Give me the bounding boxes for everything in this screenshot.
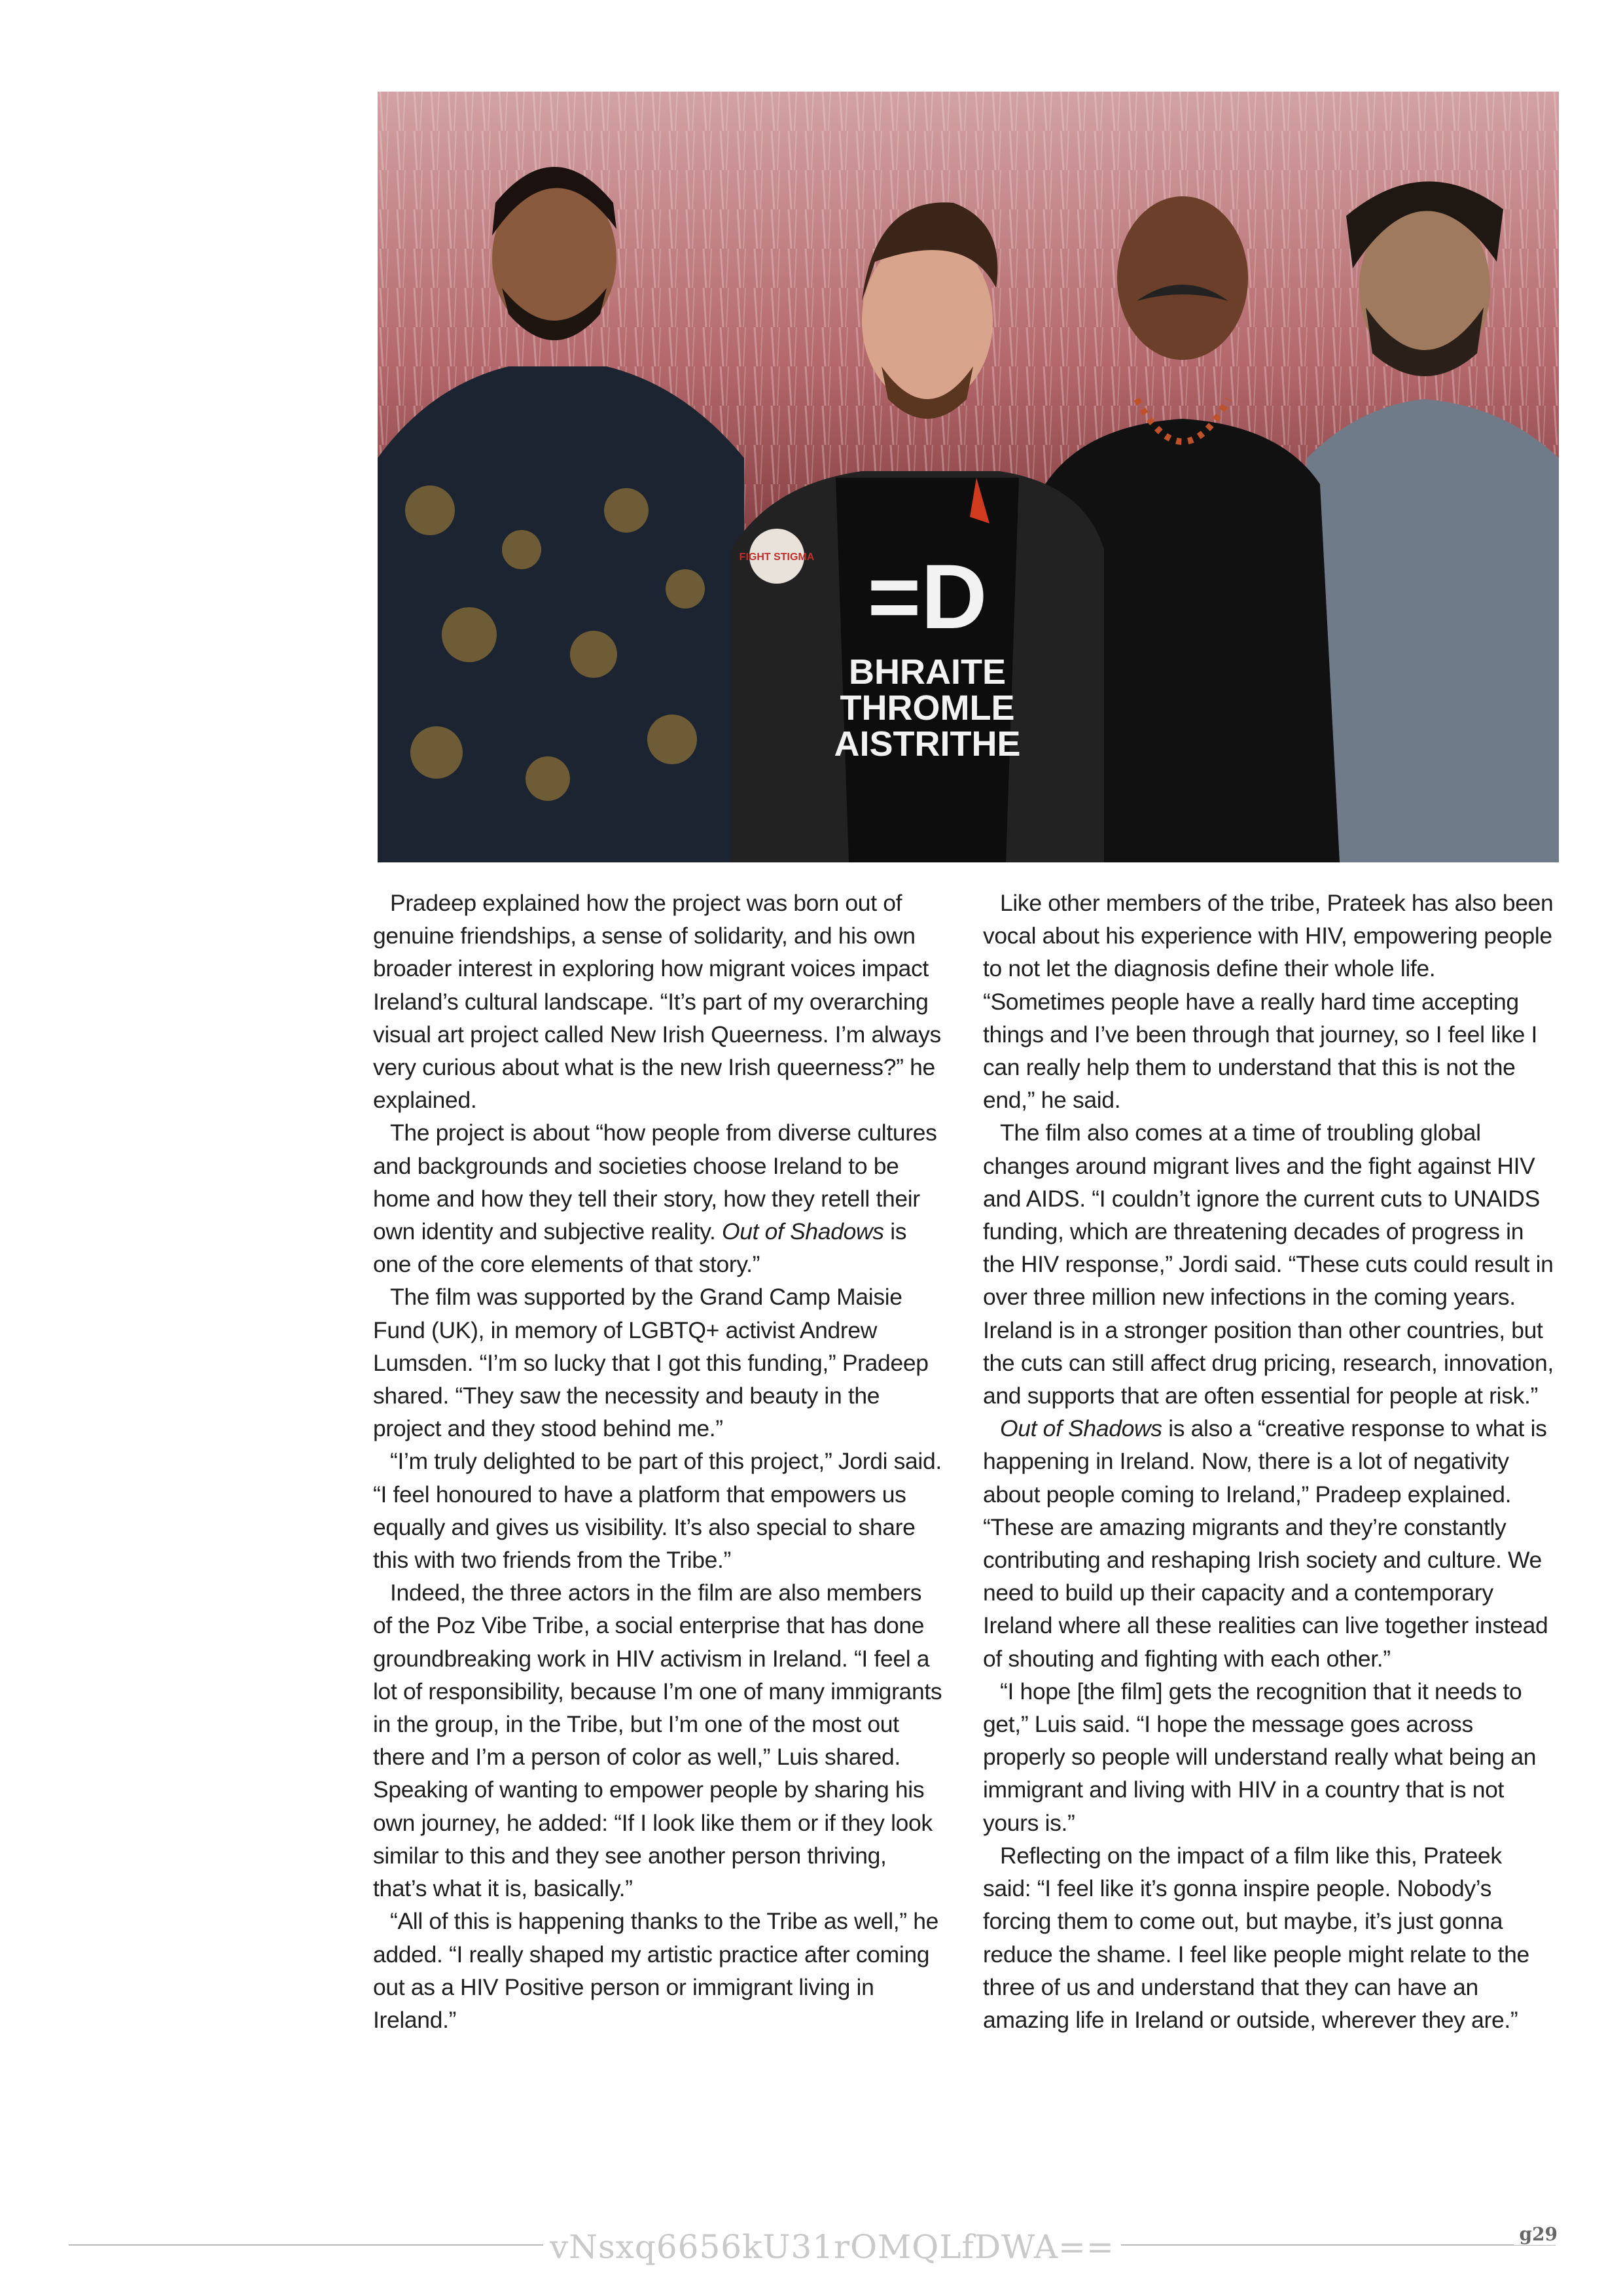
shirt-line-2: THROMLE (840, 688, 1015, 728)
paragraph: Like other members of the tribe, Prateek has also been vocal about his experience with HIV, empowering people to not let the diagnosis define their whole life. “Sometimes people have a really hard time accepting things and I’ve been through that journey, so I feel like I can really help them to understand that this is not the end,” he said. (983, 890, 1554, 1114)
article-column-left (373, 887, 946, 2036)
paragraph: Reflecting on the impact of a film like this, Prateek said: “I feel like it’s gonna inspire people. Nobody’s forcing them to come out, but maybe, it’s just gonna reduce the shame. I feel like people might relate to the three of us and understand that they can have an amazing life in Ireland or outside, wherever they are.” (983, 1842, 1529, 2033)
shirt-line-3: AISTRITHE (834, 724, 1021, 764)
article-photo (378, 92, 1559, 862)
paragraph: “I hope [the film] gets the recognition that it needs to get,” Luis said. “I hope the message goes across properly so people will understand really what being an immigrant and living with HIV in a country that is not yours is.” (983, 1678, 1537, 1836)
paragraph: The project is about “how people from diverse cultures and backgrounds and societies choose Ireland to be home and how they tell their story, how they retell their own identity and subjective reality. Out of Shadows is one of the core elements of that story.” (373, 1120, 937, 1278)
page-number: g29 (1514, 2223, 1558, 2245)
shirt-line-1: BHRAITE (849, 652, 1006, 692)
shirt-logo: =D (867, 545, 988, 648)
group-portrait-image (378, 92, 1559, 862)
paragraph: Out of Shadows is also a “creative response to what is happening in Ireland. Now, there is a lot of negativity about people coming to Ireland,” Pradeep explained. “These are amazing migrants and they’re constantly contributing and reshaping Irish society and culture. We need to build up their capacity and a contemporary Ireland where all these realities can live together instead of shouting and fighting with each other.” (983, 1415, 1548, 1672)
paragraph: The film was supported by the Grand Camp Maisie Fund (UK), in memory of LGBTQ+ activist Andrew Lumsden. “I’m so lucky that I got this funding,” Pradeep shared. “They saw the necessity and beauty in the project and they stood behind me.” (373, 1284, 929, 1442)
paragraph: Indeed, the three actors in the film are also members of the Poz Vibe Tribe, a social enterprise that has done groundbreaking work in HIV activism in Ireland. “I feel a lot of responsibility, because I’m one of many immigrants in the group, in the Tribe, but I’m one of the most out there and I’m a person of color as well,” Luis shared. Speaking of wanting to empower people by sharing his own journey, he added: “If I look like them or if they look similar to this and they see another person thriving, that’s what it is, basically.” (373, 1580, 942, 1902)
watermark: vNsxq6656kU31rOMQLfDWA== (543, 2228, 1121, 2266)
paragraph: “I’m truly delighted to be part of this project,” Jordi said. “I feel honoured to have a platform that empowers us equally and gives us visibility. It’s also special to share this with two friends from the Tribe.” (373, 1448, 942, 1574)
paragraph: The film also comes at a time of troubling global changes around migrant lives and the fight against HIV and AIDS. “I couldn’t ignore the current cuts to UNAIDS funding, which are threatening decades of progress in the HIV response,” Jordi said. “These cuts could result in over three million new infections in the coming years. Ireland is in a stronger position than other countries, but the cuts can still affect drug pricing, research, innovation, and supports that are often essential for people at risk.” (983, 1120, 1554, 1409)
badge-text: FIGHT STIGMA (739, 552, 815, 563)
paragraph: Pradeep explained how the project was born out of genuine friendships, a sense of solidarity, and his own broader interest in exploring how migrant voices impact Ireland’s cultural landscape. “It’s part of my overarching visual art project called New Irish Queerness. I’m always very curious about what is the new Irish queerness?” he explained. (373, 890, 941, 1114)
article-column-right (983, 887, 1556, 2036)
paragraph: “All of this is happening thanks to the Tribe as well,” he added. “I really shaped my artistic practice after coming out as a HIV Positive person or immigrant living in Ireland.” (373, 1908, 939, 2033)
